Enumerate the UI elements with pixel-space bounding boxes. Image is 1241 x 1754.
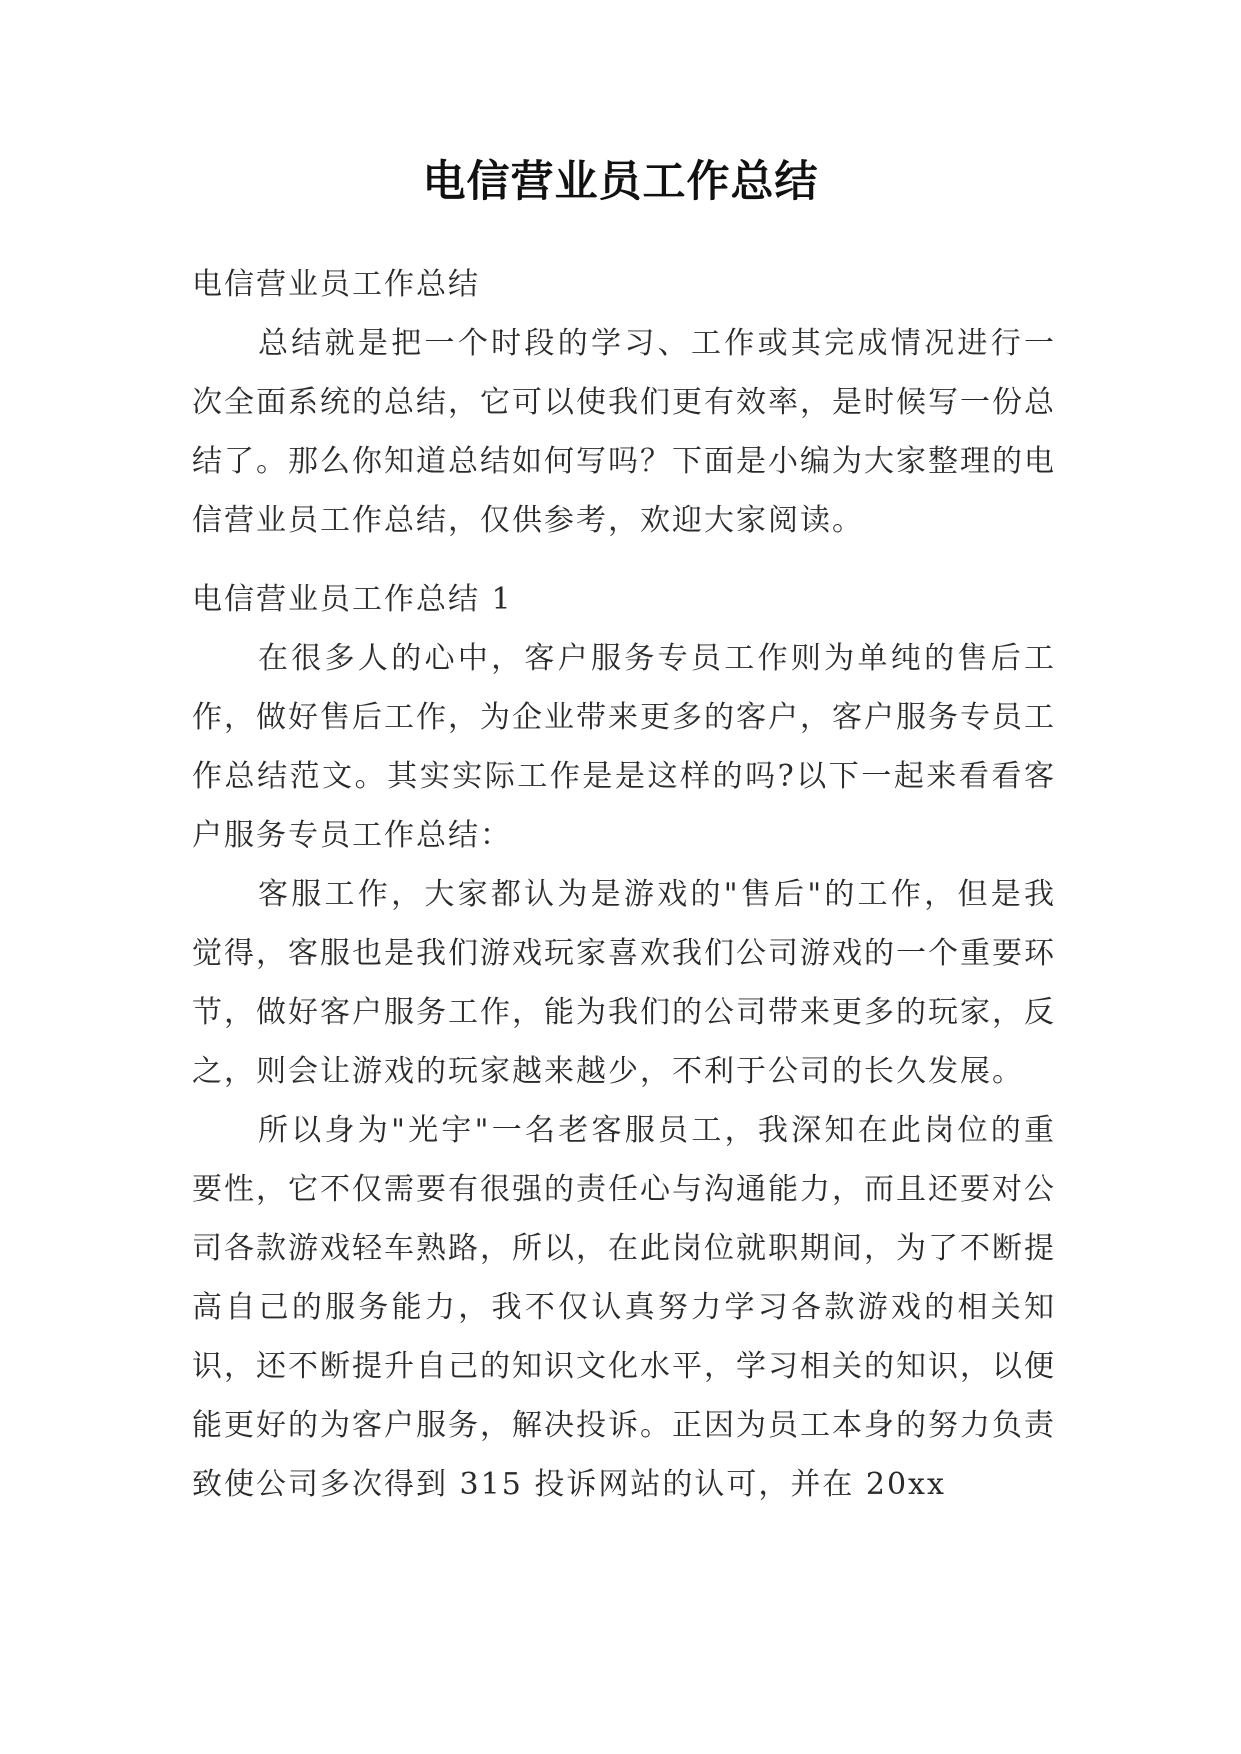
section1-paragraph-1: 在很多人的心中，客户服务专员工作则为单纯的售后工作，做好售后工作，为企业带来更多的客户，客户服务专员工作总结范文。其实实际工作是是这样的吗?以下一起来看看客户服务专员工作总结： [192, 641, 1056, 853]
section1-paragraph-2: 客服工作，大家都认为是游戏的"售后"的工作，但是我觉得，客服也是我们游戏玩家喜欢我们公司游戏的一个重要环节，做好客户服务工作，能为我们的公司带来更多的玩家，反之，则会让游戏的玩家越来越少，不利于公司的长久发展。 [192, 877, 1056, 1089]
intro-heading: 电信营业员工作总结 [192, 267, 480, 302]
section1-paragraph-3: 所以身为"光宇"一名老客服员工，我深知在此岗位的重要性，它不仅需要有很强的责任心与沟通能力，而且还要对公司各款游戏轻车熟路，所以，在此岗位就职期间，为了不断提高自己的服务能力，我不仅认真努力学习各款游戏的相关知识，还不断提升自己的知识文化水平，学习相关的知识，以便能更好的为客户服务，解决投诉。正因为员工本身的努力负责致使公司多次得到 315 投诉网站的认可，并在 20xx [192, 1113, 1056, 1502]
intro-paragraph: 总结就是把一个时段的学习、工作或其完成情况进行一次全面系统的总结，它可以使我们更有效率，是时候写一份总结了。那么你知道总结如何写吗？下面是小编为大家整理的电信营业员工作总结，仅供参考，欢迎大家阅读。 [192, 326, 1056, 538]
section-heading-1: 电信营业员工作总结 1 [192, 582, 513, 617]
page-title: 电信营业员工作总结 [422, 157, 819, 207]
